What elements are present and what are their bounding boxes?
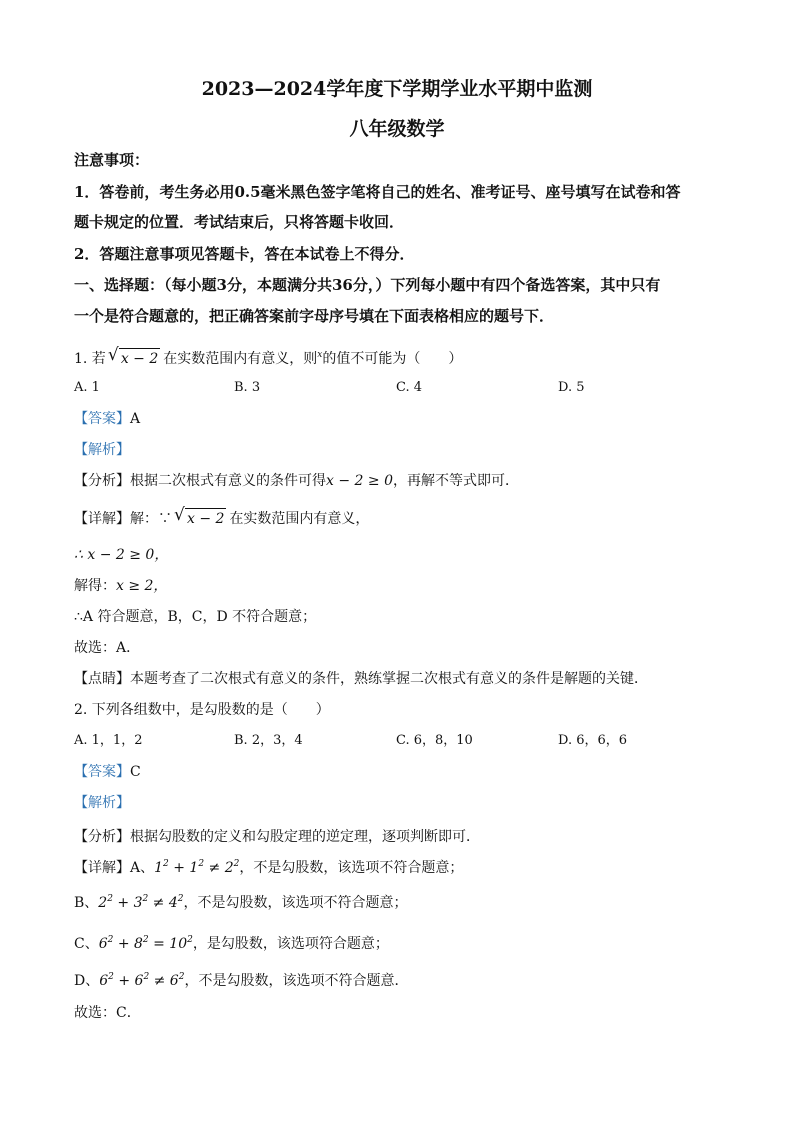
q2-d-label: D、 <box>74 973 100 989</box>
notice-heading: 注意事项： <box>74 151 150 169</box>
q1-stem-prefix: 1. 若 <box>74 351 106 367</box>
q2-c-tail: ，是勾股数，该选项符合题意； <box>192 936 389 952</box>
q1-radicand: x − 2 <box>119 348 160 369</box>
q2-d-math: $6^2 + 6^2 \ne 6^2$ <box>99 972 185 989</box>
q2-answer <box>74 762 141 782</box>
q2-detail-a <box>74 858 463 878</box>
q1-answer-value: A <box>130 411 141 427</box>
q2-c-label: C、 <box>74 936 99 952</box>
q1-step-3: ∴A 符合题意，B，C，D 不符合题意； <box>74 609 317 625</box>
q2-analysis-text: 根据勾股数的定义和勾股定理的逆定理，逐项判断即可． <box>130 829 480 845</box>
q1-comment <box>74 669 648 689</box>
q2-b-tail: ，不是勾股数，该选项不符合题意； <box>183 895 408 911</box>
q2-analysis <box>74 827 480 847</box>
q1-analysis-math: x − 2 ≥ 0 <box>326 473 393 489</box>
q2-stem: 2. 下列各组数中，是勾股数的是（ ） <box>74 702 330 718</box>
q1-choose: 故选：A． <box>74 640 141 656</box>
q1-detail <box>74 508 369 529</box>
q2-a-label: A、 <box>130 860 155 876</box>
section-1-line-2: 一个是符合题意的，把正确答案前字母序号填在下面表格相应的题号下． <box>74 307 555 325</box>
q2-analysis-tag: 【分析】 <box>74 829 130 845</box>
q1-detail-sqrt <box>175 508 226 529</box>
q1-variable: x <box>317 350 323 360</box>
notice-item-1-line-2: 题卡规定的位置．考试结束后，只将答题卡收回． <box>74 213 405 231</box>
q1-option-c: C. 4 <box>396 380 423 395</box>
q2-answer-tag: 【答案】 <box>74 764 130 780</box>
q1-analysis <box>74 471 519 491</box>
q2-detail-c <box>74 934 389 954</box>
q2-b-label: B、 <box>74 895 99 911</box>
q1-sqrt-expression <box>109 348 160 369</box>
q1-step-2-math: x ≥ 2， <box>116 578 168 594</box>
q1-detail-prefix: 解：∵ <box>130 511 172 527</box>
q1-stem-mid: 在实数范围内有意义，则 <box>163 351 318 367</box>
q2-detail-tag: 【详解】 <box>74 860 130 876</box>
section-1-line-1: 一、选择题：（每小题3分，本题满分共36分，）下列每小题中有四个备选答案，其中只有 <box>74 276 661 294</box>
notice-item-2: 2．答题注意事项见答题卡，答在本试卷上不得分． <box>74 245 415 263</box>
q1-analysis-tail: ，再解不等式即可． <box>392 473 519 489</box>
q1-answer <box>74 409 140 429</box>
q1-comment-text: 本题考查了二次根式有意义的条件，熟练掌握二次根式有意义的条件是解题的关键． <box>130 671 648 687</box>
q2-a-math: $1^2 + 1^2 \ne 2^2$ <box>154 859 240 876</box>
q2-answer-value: C <box>130 764 141 780</box>
q2-option-d: D. 6，6，6 <box>558 733 628 748</box>
notice-item-1-line-1: 1．答卷前，考生务必用0.5毫米黑色签字笔将自己的姓名、准考证号、座号填写在试卷和答 <box>74 183 681 201</box>
q2-b-math: $2^2 + 3^2 \ne 4^2$ <box>98 894 184 911</box>
q1-detail-radicand: x − 2 <box>185 508 226 529</box>
q1-step-1: ∴ x − 2 ≥ 0， <box>74 547 169 563</box>
q1-stem <box>74 348 462 369</box>
q2-a-tail: ，不是勾股数，该选项不符合题意； <box>239 860 464 876</box>
q2-d-tail: ，不是勾股数，该选项不符合题意． <box>184 973 409 989</box>
q1-stem-suffix: 的值不可能为（ ） <box>322 351 463 367</box>
q1-step-2 <box>74 576 167 596</box>
q1-option-a: A. 1 <box>74 380 100 395</box>
q1-option-b: B. 3 <box>234 380 261 395</box>
q2-option-a: A. 1，1，2 <box>74 733 143 748</box>
q2-c-math: $6^2 + 8^2 = 10^2$ <box>98 935 193 952</box>
q2-option-c: C. 6，8，10 <box>396 733 473 748</box>
q1-analysis-tag: 【分析】 <box>74 473 130 489</box>
q2-detail-d <box>74 971 408 991</box>
q2-jiexi-tag: 【解析】 <box>74 795 130 811</box>
q1-jiexi-tag: 【解析】 <box>74 442 130 458</box>
q1-detail-suffix: 在实数范围内有意义， <box>229 511 370 527</box>
q1-answer-tag: 【答案】 <box>74 411 130 427</box>
exam-subtitle: 八年级数学 <box>349 118 445 140</box>
q2-option-b: B. 2，3，4 <box>234 733 303 748</box>
q1-comment-tag: 【点睛】 <box>74 671 130 687</box>
exam-title: 2023—2024学年度下学期学业水平期中监测 <box>201 78 593 100</box>
q1-step-2-label: 解得： <box>74 578 116 594</box>
q2-detail-b <box>74 893 408 913</box>
q1-option-d: D. 5 <box>558 380 585 395</box>
q1-detail-tag: 【详解】 <box>74 511 130 527</box>
q2-choose: 故选：C． <box>74 1005 141 1021</box>
q1-analysis-text: 根据二次根式有意义的条件可得 <box>130 473 326 489</box>
